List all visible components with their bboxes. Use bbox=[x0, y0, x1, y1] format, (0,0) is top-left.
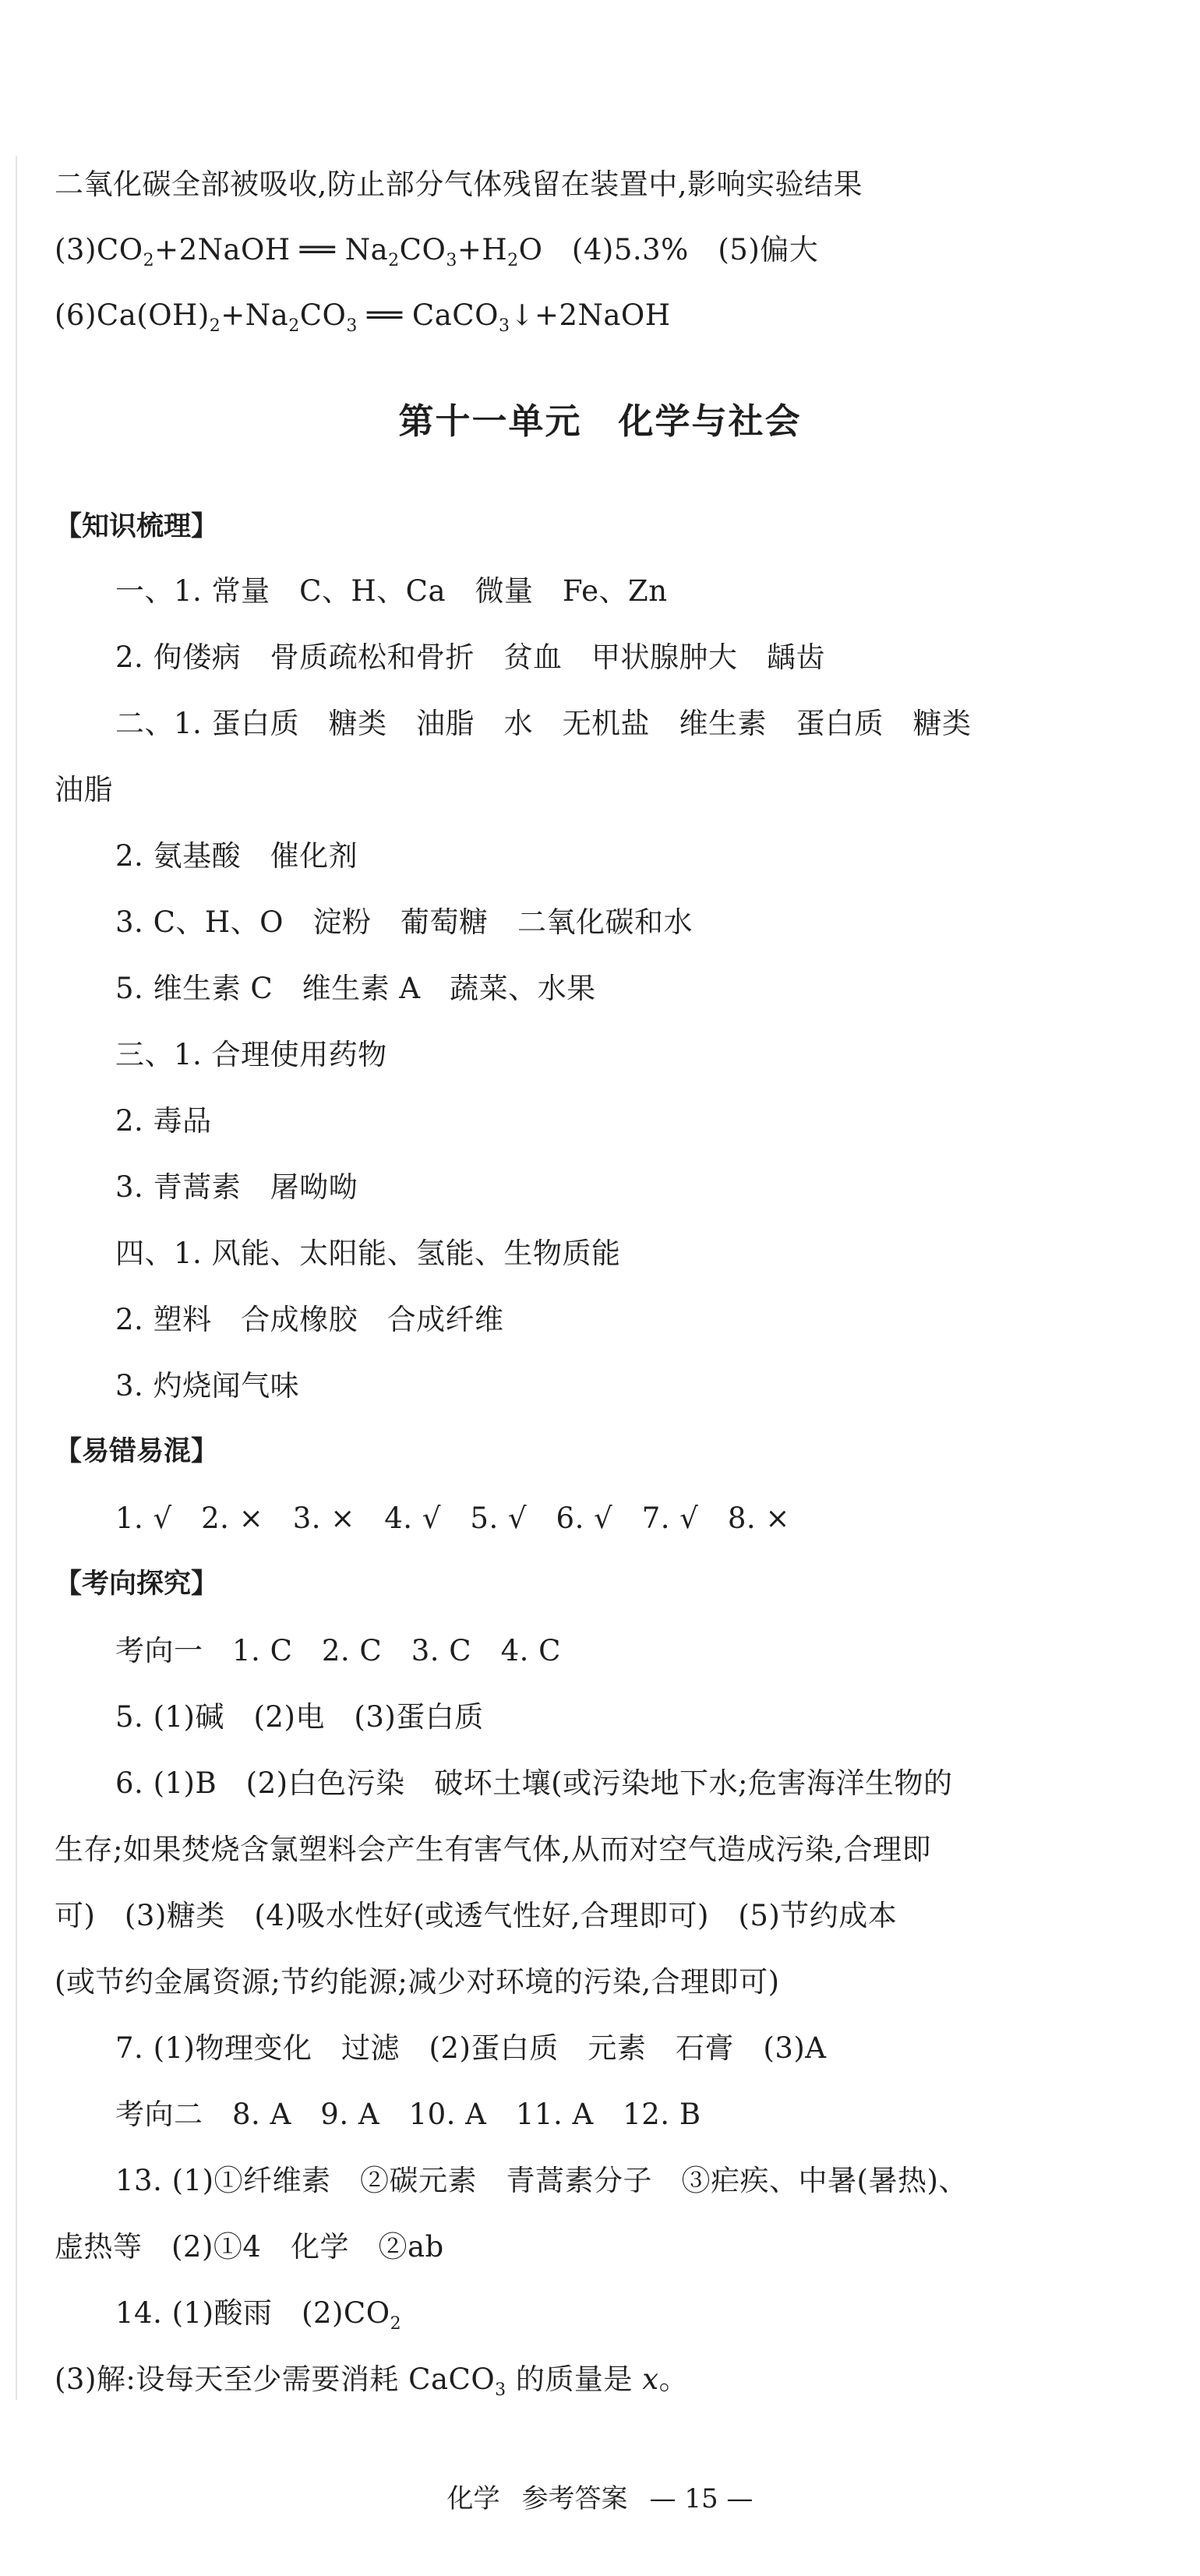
text-line: 6. (1)B (2)白色污染 破坏土壤(或污染地下水;危害海洋生物的 bbox=[115, 1766, 953, 1800]
text-line: 考向一 1. C 2. C 3. C 4. C bbox=[115, 1634, 561, 1667]
text-line: 2. 毒品 bbox=[115, 1104, 212, 1138]
text-line: 3. 青蒿素 屠呦呦 bbox=[115, 1170, 358, 1204]
text-line: 1. √ 2. × 3. × 4. √ 5. √ 6. √ 7. √ 8. × bbox=[115, 1501, 790, 1535]
text-line: 生存;如果焚烧含氯塑料会产生有害气体,从而对空气造成污染,合理即 bbox=[55, 1833, 931, 1866]
equation-line-6: $(6)Ca(OH)_2+Na_2CO_3$ ══ CaCO$_3$↓+2NaOH bbox=[55, 298, 671, 336]
text-line: (或节约金属资源;节约能源;减少对环境的污染,合理即可) bbox=[55, 1965, 780, 1999]
text-line: 5. (1)碱 (2)电 (3)蛋白质 bbox=[115, 1700, 484, 1734]
text-line-solution: (3)解:设每天至少需要消耗 CaCO$_3$ 的质量是 x。 bbox=[55, 2363, 689, 2400]
page-number: — 15 — bbox=[649, 2483, 754, 2514]
text-line: 油脂 bbox=[55, 773, 113, 806]
text-line: 2. 塑料 合成橡胶 合成纤维 bbox=[115, 1303, 504, 1336]
text-line: 2. 佝偻病 骨质疏松和骨折 贫血 甲状腺肿大 龋齿 bbox=[115, 640, 826, 674]
text-line-14: 14. (1)酸雨 $(2)CO_2$ bbox=[115, 2296, 402, 2334]
text-line: 5. 维生素 C 维生素 A 蔬菜、水果 bbox=[115, 972, 596, 1005]
text-line: 四、1. 风能、太阳能、氢能、生物质能 bbox=[115, 1237, 621, 1270]
page-footer bbox=[0, 2482, 1200, 2516]
section-exam: 【考向探究】 bbox=[55, 1569, 219, 1600]
text-line: 一、1. 常量 C、H、Ca 微量 Fe、Zn bbox=[115, 574, 668, 608]
footer-subject: 化学 bbox=[446, 2483, 500, 2514]
footer-label: 参考答案 bbox=[521, 2483, 628, 2514]
text-line: 考向二 8. A 9. A 10. A 11. A 12. B bbox=[115, 2098, 701, 2131]
text-line: 3. 灼烧闻气味 bbox=[115, 1369, 300, 1403]
text-line: 可) (3)糖类 (4)吸水性好(或透气性好,合理即可) (5)节约成本 bbox=[55, 1899, 898, 1932]
text-line: 13. (1)①纤维素 ②碳元素 青蒿素分子 ③疟疾、中暑(暑热)、 bbox=[115, 2164, 968, 2197]
equation-line-3: $(3)CO_2+2NaOH$ ══ $Na_2CO_3+H_2O$ (4)5.3% (5)偏大 bbox=[55, 233, 819, 270]
left-margin-line bbox=[16, 156, 17, 2400]
text-line: 虚热等 (2)①4 化学 ②ab bbox=[55, 2230, 444, 2264]
section-mistakes: 【易错易混】 bbox=[55, 1436, 219, 1467]
text-line: 3. C、H、O 淀粉 葡萄糖 二氧化碳和水 bbox=[115, 905, 693, 939]
text-line: 二氧化碳全部被吸收,防止部分气体残留在装置中,影响实验结果 bbox=[55, 168, 863, 201]
section-knowledge: 【知识梳理】 bbox=[55, 511, 219, 542]
text-line: 7. (1)物理变化 过滤 (2)蛋白质 元素 石膏 (3)A bbox=[115, 2031, 827, 2065]
text-line: 二、1. 蛋白质 糖类 油脂 水 无机盐 维生素 蛋白质 糖类 bbox=[115, 707, 972, 740]
unit-title: 第十一单元 化学与社会 bbox=[398, 401, 802, 442]
text-line: 三、1. 合理使用药物 bbox=[115, 1038, 387, 1071]
text-line: 2. 氨基酸 催化剂 bbox=[115, 839, 358, 873]
